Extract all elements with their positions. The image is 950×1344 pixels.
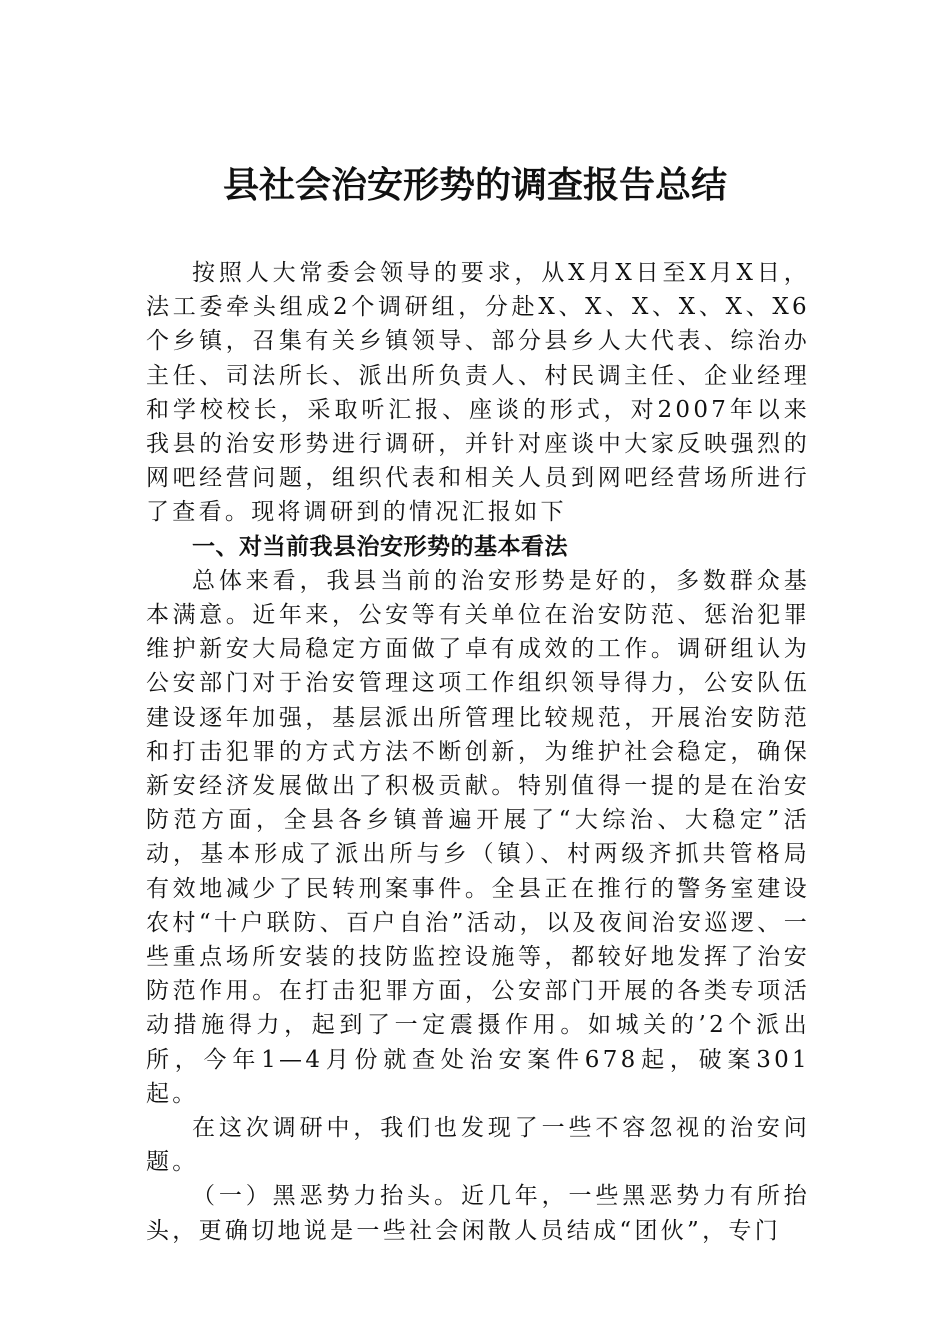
section1-paragraph-3: （一）黑恶势力抬头。近几年，一些黑恶势力有所抬头，更确切地说是一些社会闲散人员结成“团伙”，专门 [146, 1183, 810, 1244]
section-heading-1: 一、对当前我县治安形势的基本看法 [192, 533, 568, 560]
document-title: 县社会治安形势的调查报告总结 [222, 164, 727, 206]
document-body [146, 256, 810, 1248]
section1-paragraph-2: 在这次调研中，我们也发现了一些不容忽视的治安问题。 [146, 1115, 810, 1176]
section1-paragraph-1: 总体来看，我县当前的治安形势是好的，多数群众基本满意。近年来，公安等有关单位在治安防范、惩治犯罪维护新安大局稳定方面做了卓有成效的工作。调研组认为公安部门对于治安管理这项工作组织领导得力，公安队伍建设逐年加强，基层派出所管理比较规范，开展治安防范和打击犯罪的方式方法不断创新，为维护社会稳定，确保新安经济发展做出了积极贡献。特别值得一提的是在治安防范方面，全县各乡镇普遍开展了“大综治、大稳定”活动，基本形成了派出所与乡（镇）、村两级齐抓共管格局有效地减少了民转刑案事件。全县正在推行的警务室建设农村“十户联防、百户自治”活动，以及夜间治安巡逻、一些重点场所安装的技防监控设施等，都较好地发挥了治安防范作用。在打击犯罪方面，公安部门开展的各类专项活动措施得力，起到了一定震摄作用。如城关的’2个派出所，今年1—4月份就查处治安案件678起，破案301起。 [146, 567, 810, 1107]
intro-paragraph: 按照人大常委会领导的要求，从X月X日至X月X日，法工委牵头组成2个调研组，分赴X、X、X、X、X、X6个乡镇，召集有关乡镇领导、部分县乡人大代表、综治办主任、司法所长、派出所负责人、村民调主任、企业经理和学校校长，采取听汇报、座谈的形式，对2007年以来我县的治安形势进行调研，并针对座谈中大家反映强烈的网吧经营问题，组织代表和相关人员到网吧经营场所进行了查看。现将调研到的情况汇报如下 [146, 260, 810, 526]
